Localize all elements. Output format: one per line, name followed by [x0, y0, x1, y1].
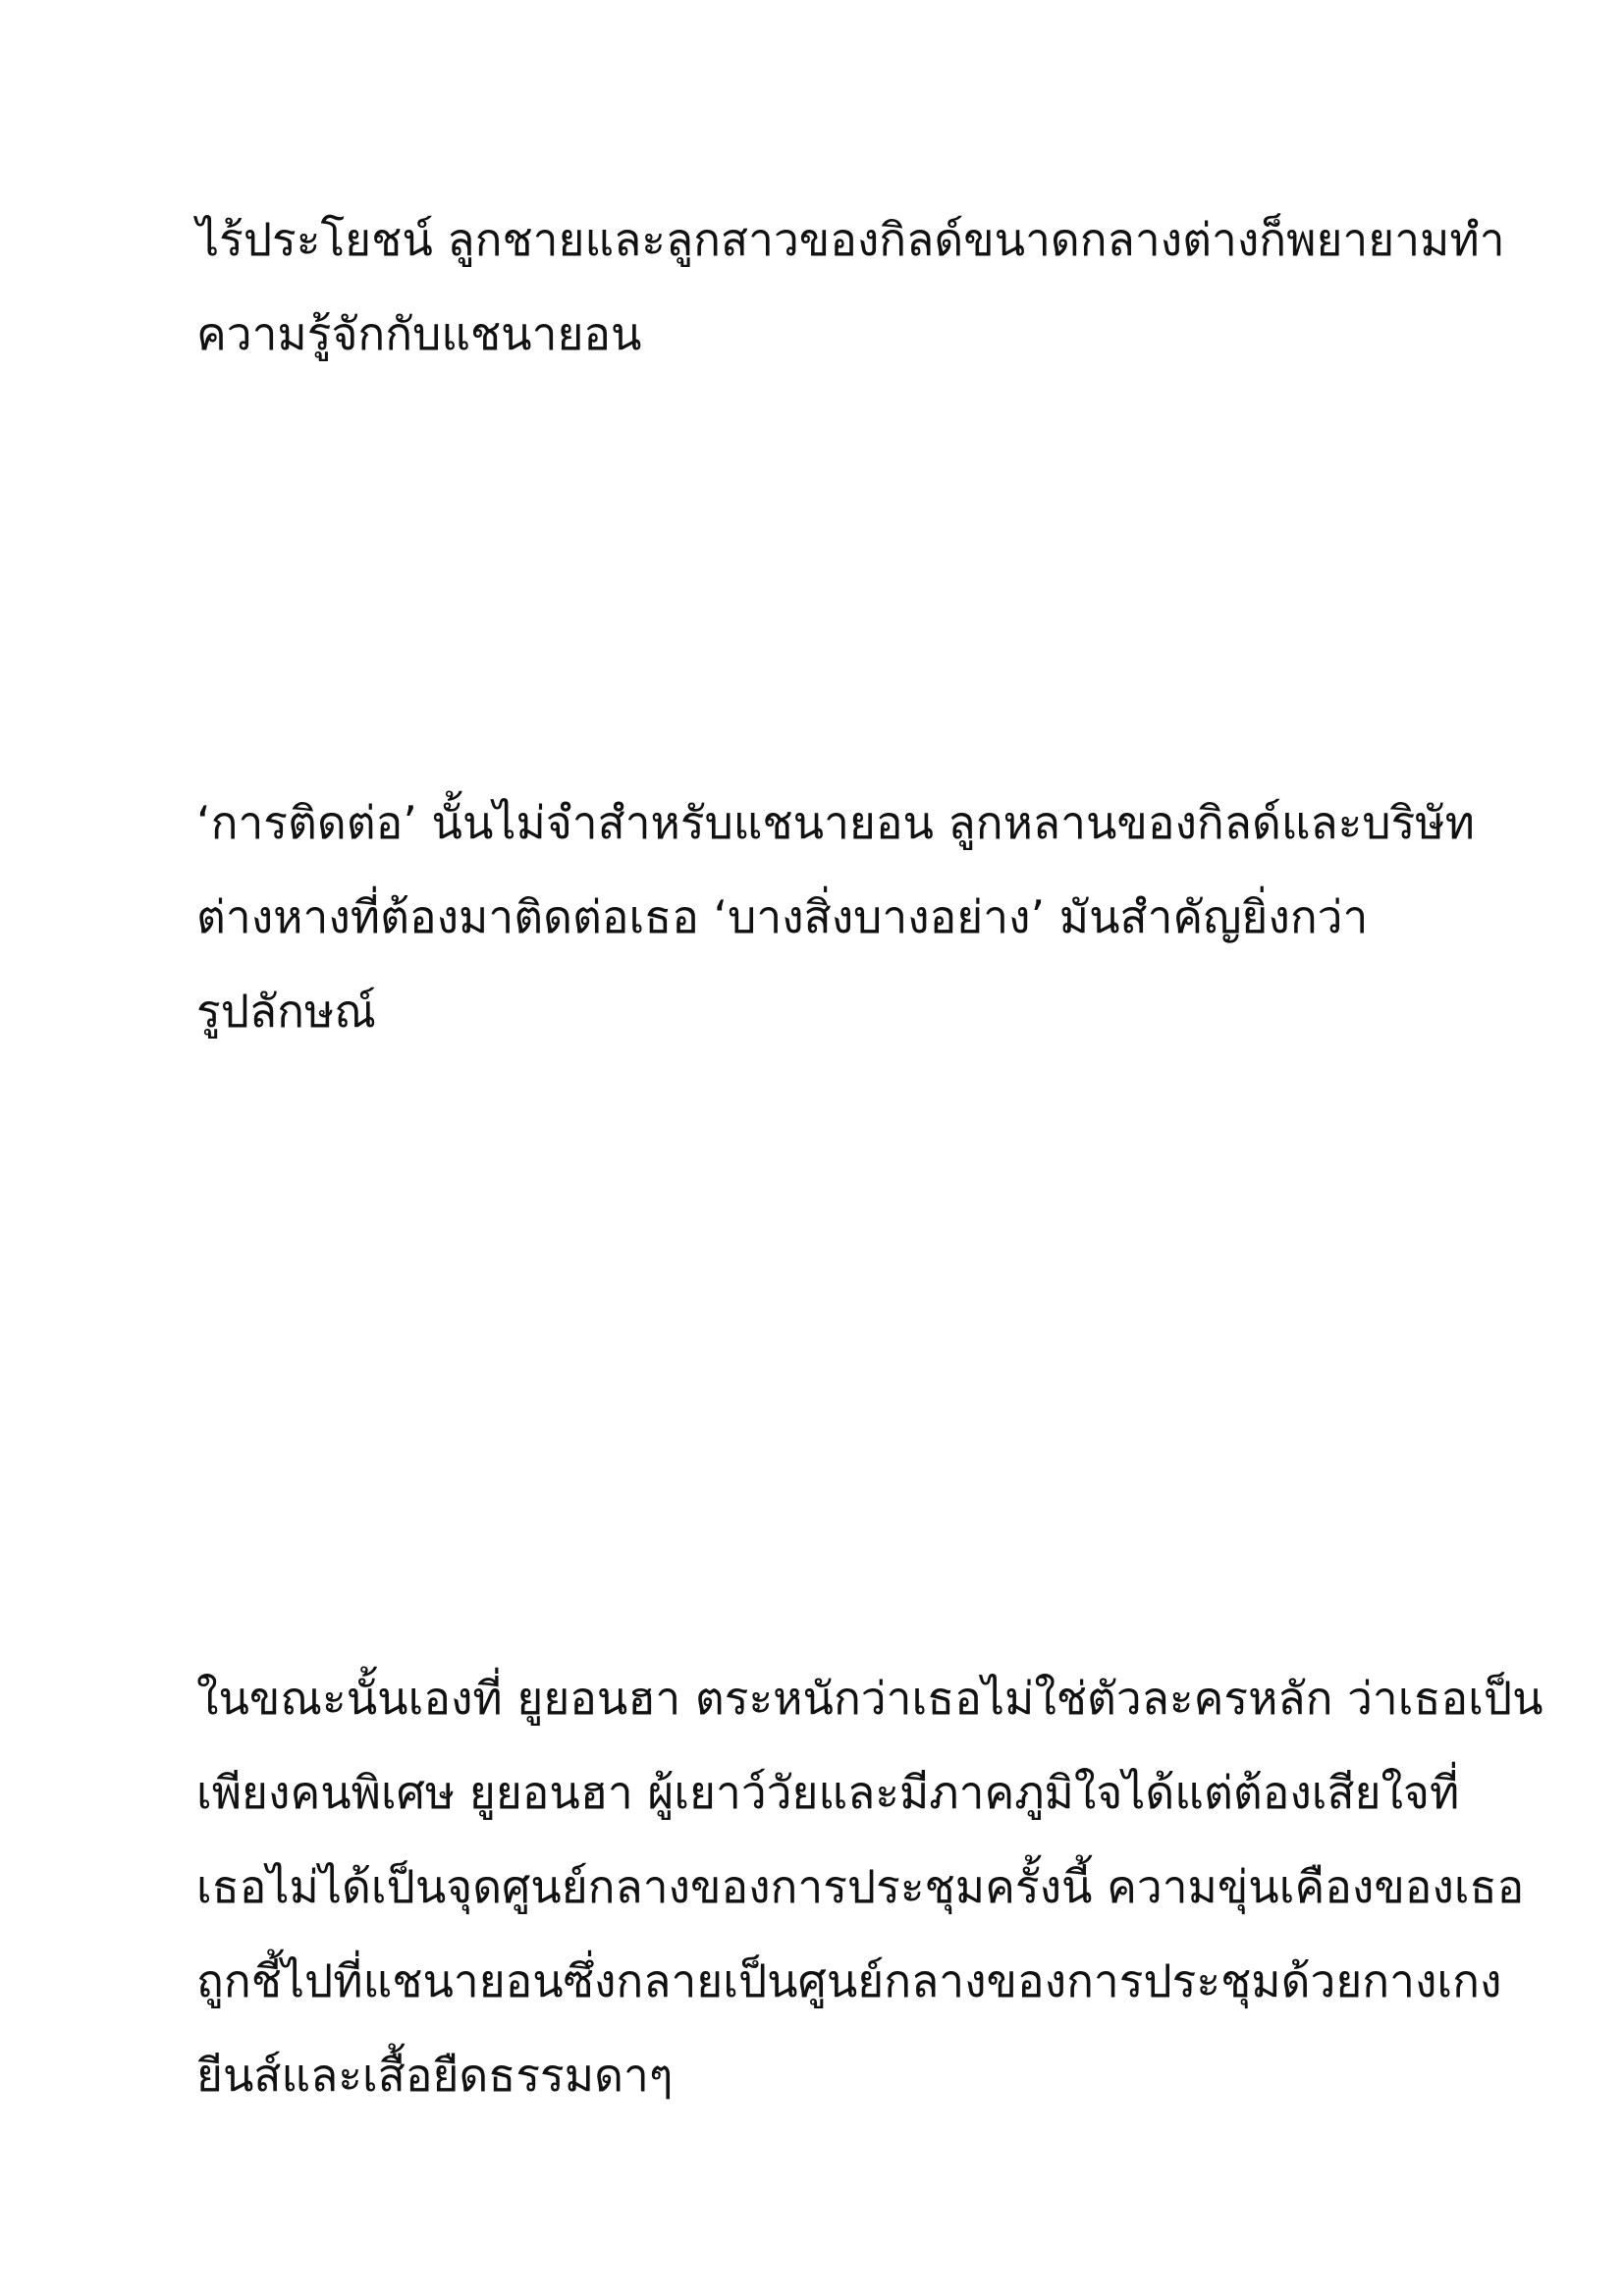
- text-line: เพียงคนพิเศษ ยูยอนฮา ผู้เยาว์วัยและมีภาคภูมิใจได้แต่ต้องเสียใจที่: [196, 1766, 1460, 1819]
- text-line: ถูกชี้ไปที่แชนายอนซึ่งกลายเป็นศูนย์กลางของการประชุมด้วยกางเกง: [196, 1954, 1502, 2007]
- paragraph-2: [196, 775, 1473, 1058]
- text-line: ยีนส์และเสื้อยืดธรรมดาๆ: [196, 2049, 674, 2102]
- text-line: ‘การติดต่อ’ นั้นไม่จำสำหรับแชนายอน ลูกหลานของกิลด์และบริษัท: [196, 796, 1475, 849]
- paragraph-3: [196, 1651, 1543, 2122]
- text-line: เธอไม่ได้เป็นจุดศูนย์กลางของการประชุมครั้งนี้ ความขุ่นเคืองของเธอ: [196, 1860, 1525, 1913]
- text-line: ต่างหางที่ต้องมาติดต่อเธอ ‘บางสิ่งบางอย่าง’ มันสำคัญยิ่งกว่า: [196, 890, 1369, 943]
- text-line: ความรู้จักกับแชนายอน: [196, 307, 642, 360]
- text-line: รูปลักษณ์: [196, 985, 376, 1038]
- text-line: ไร้ประโยชน์ ลูกชายและลูกสาวของกิลด์ขนาดกลางต่างก็พยายามทำ: [196, 213, 1505, 266]
- paragraph-1: [196, 192, 1505, 381]
- text-line: ในขณะนั้นเองที่ ยูยอนฮา ตระหนักว่าเธอไม่ใช่ตัวละครหลัก ว่าเธอเป็น: [196, 1672, 1543, 1725]
